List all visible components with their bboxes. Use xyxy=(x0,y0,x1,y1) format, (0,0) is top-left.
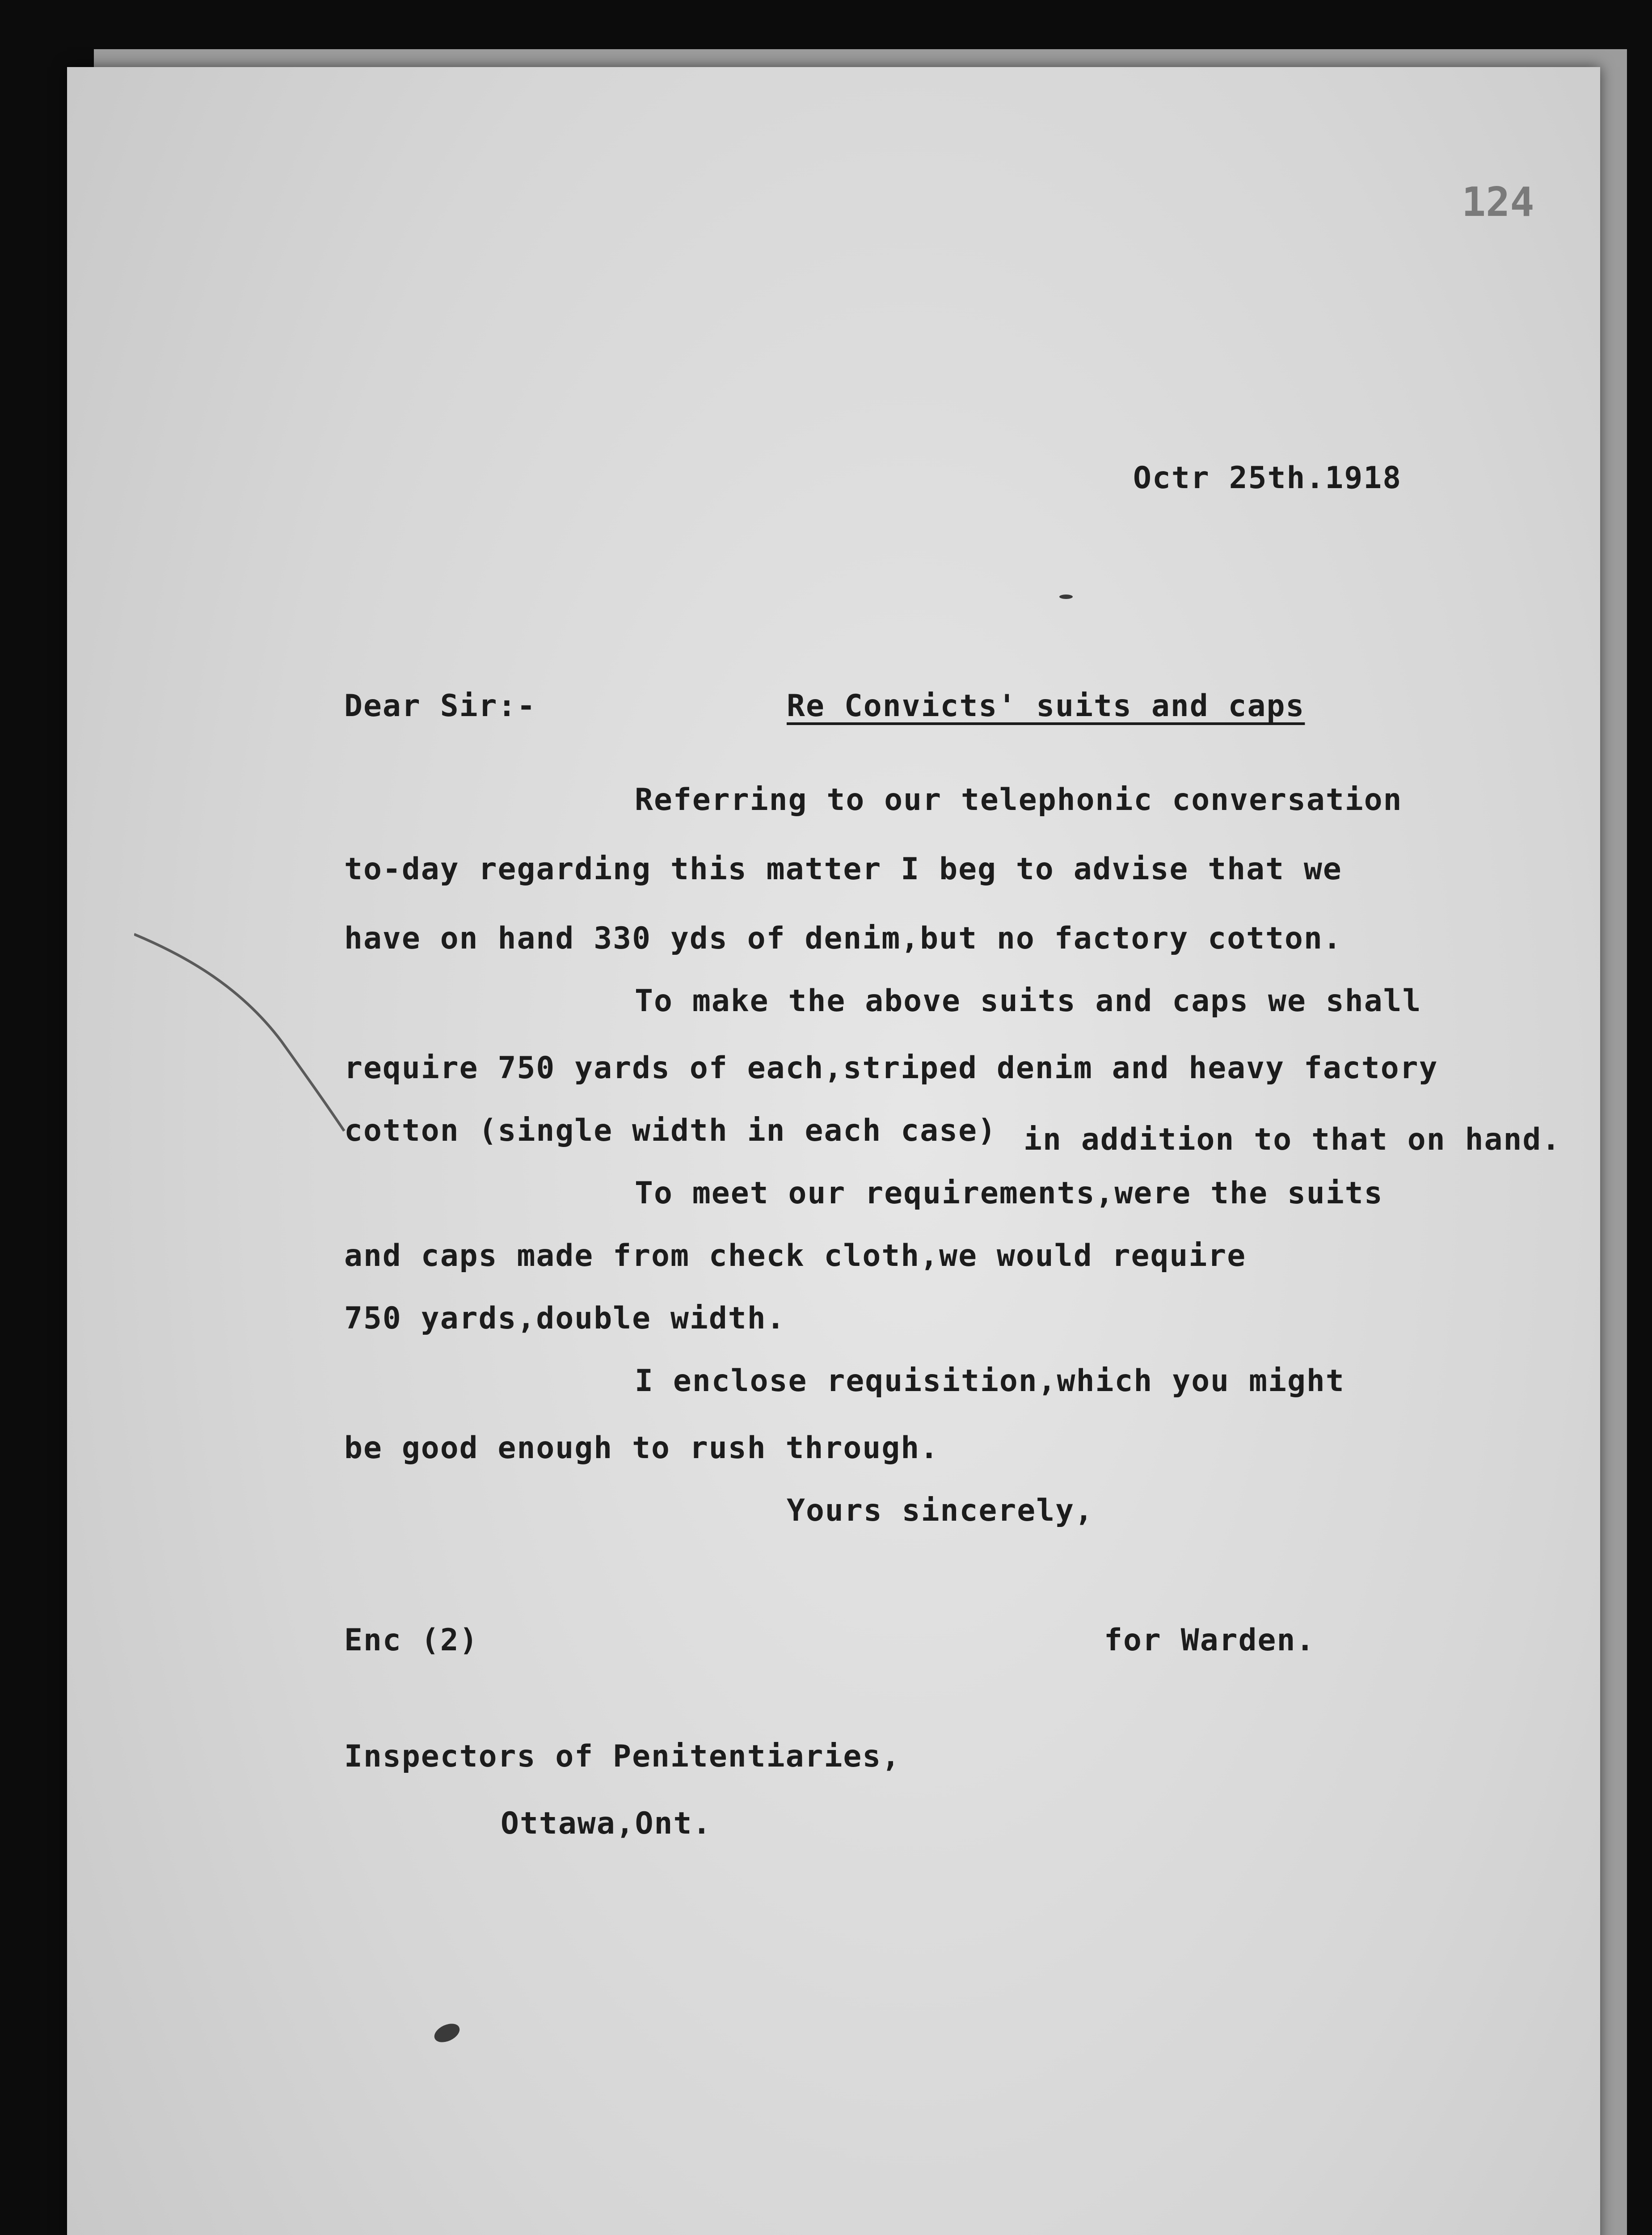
body-line-7: To meet our requirements,were the suits xyxy=(635,1176,1383,1211)
ink-smudge xyxy=(431,2020,463,2046)
body-line-9: 750 yards,double width. xyxy=(344,1301,786,1336)
recipient-city: Ottawa,Ont. xyxy=(501,1806,712,1841)
letter-sheet xyxy=(67,67,1600,2235)
recipient-name: Inspectors of Penitentiaries, xyxy=(344,1739,901,1774)
body-line-6-continued: in addition to that on hand. xyxy=(1024,1122,1561,1157)
letter-date: Octr 25th.1918 xyxy=(1133,460,1402,496)
body-line-10: I enclose requisition,which you might xyxy=(635,1363,1345,1399)
body-line-6: cotton (single width in each case) xyxy=(344,1113,997,1148)
paper-crease xyxy=(134,916,358,1140)
ink-speck xyxy=(1059,595,1073,599)
body-line-4: To make the above suits and caps we shall xyxy=(635,983,1422,1019)
enclosure-note: Enc (2) xyxy=(344,1623,479,1658)
body-line-2: to-day regarding this matter I beg to advise that we xyxy=(344,852,1342,887)
signature: for Warden. xyxy=(1104,1623,1315,1658)
subject-line: Re Convicts' suits and caps xyxy=(787,688,1305,724)
body-line-8: and caps made from check cloth,we would require xyxy=(344,1238,1247,1274)
body-line-5: require 750 yards of each,striped denim and heavy factory xyxy=(344,1050,1438,1086)
closing: Yours sincerely, xyxy=(787,1493,1094,1528)
body-line-3: have on hand 330 yds of denim,but no factory cotton. xyxy=(344,921,1342,956)
body-line-11: be good enough to rush through. xyxy=(344,1430,940,1466)
page-number: 124 xyxy=(1462,179,1534,226)
body-line-1: Referring to our telephonic conversation xyxy=(635,782,1403,818)
salutation: Dear Sir:- xyxy=(344,688,536,724)
